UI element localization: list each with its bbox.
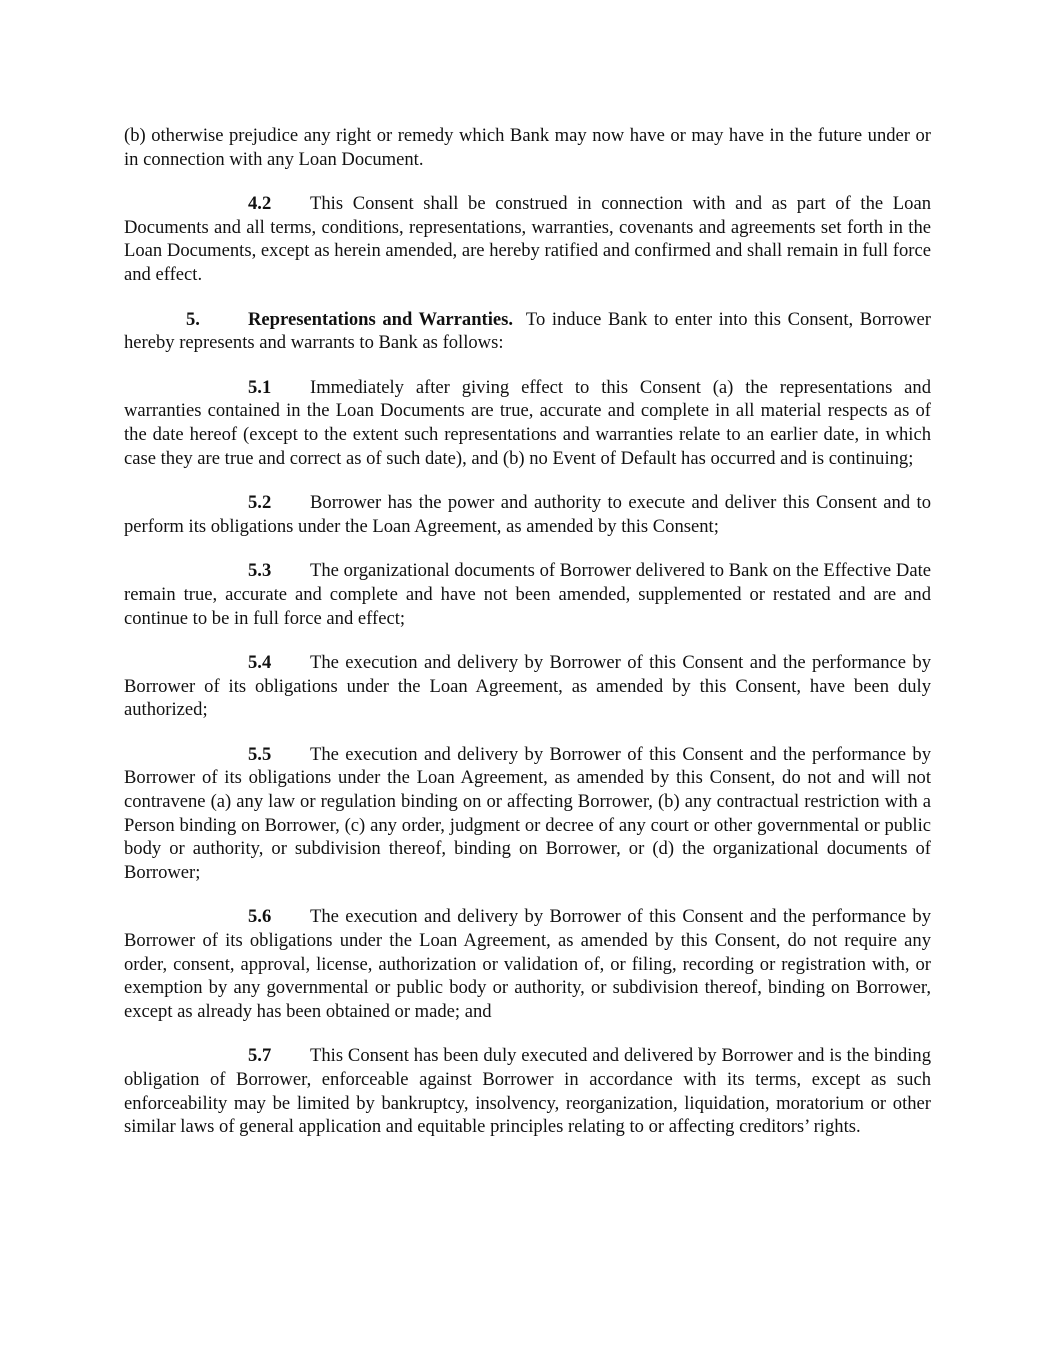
document-page bbox=[124, 124, 931, 1160]
paragraph-number: 5.6 bbox=[248, 906, 272, 928]
paragraph-text: This Consent has been duly executed and delivered by Borrower and is the binding obligation of Borrower, enforceable against Borrower in accordance with its terms, except as such enforceability may be limited by bankruptcy, insolvency, reorganization, liquidation, moratorium or other similar laws of general application and equitable principles relating to or affecting creditors’ rights. bbox=[124, 1045, 931, 1138]
paragraph-5-6 bbox=[124, 905, 931, 1023]
paragraph-number: 5.1 bbox=[248, 376, 272, 398]
intro-text: (b) otherwise prejudice any right or remedy which Bank may now have or may have in the future under or in connection with any Loan Document. bbox=[124, 125, 931, 170]
paragraph-number: 5.7 bbox=[248, 1045, 272, 1067]
paragraph-text: The organizational documents of Borrower delivered to Bank on the Effective Date remain true, accurate and complete and have not been amended, supplemented or restated and are and continue to be in full force and effect; bbox=[124, 560, 931, 629]
paragraph-number: 5.3 bbox=[248, 560, 272, 582]
section-heading: Representations and Warranties. bbox=[248, 308, 514, 330]
paragraph-5-3 bbox=[124, 559, 931, 630]
paragraph-5-7 bbox=[124, 1044, 931, 1138]
paragraph-number: 5.4 bbox=[248, 652, 272, 674]
paragraph-number: 5.2 bbox=[248, 492, 272, 514]
paragraph-text: The execution and delivery by Borrower of this Consent and the performance by Borrower of its obligations under the Loan Agreement, as amended by this Consent, do not require any order, consent, approval, license, authorization or validation of, or filing, recording or registration with, or exemption by any governmental or public body or authority, or subdivision thereof, binding on Borrower, except as already has been obtained or made; and bbox=[124, 906, 931, 1022]
paragraph-5-4 bbox=[124, 651, 931, 722]
paragraph-5-5 bbox=[124, 743, 931, 885]
paragraph-4-2 bbox=[124, 192, 931, 286]
paragraph-5-1 bbox=[124, 376, 931, 470]
paragraph-5-2 bbox=[124, 491, 931, 538]
paragraph-text: Borrower has the power and authority to execute and deliver this Consent and to perform its obligations under the Loan Agreement, as amended by this Consent; bbox=[124, 492, 931, 537]
paragraph-number: 4.2 bbox=[248, 193, 272, 215]
section-text: To induce Bank to enter into this Consent, Borrower hereby represents and warrants to Bank as follows: bbox=[124, 308, 932, 354]
section-5 bbox=[124, 308, 931, 355]
section-number: 5. bbox=[186, 308, 200, 330]
paragraph-text: The execution and delivery by Borrower of this Consent and the performance by Borrower of its obligations under the Loan Agreement, as amended by this Consent, do not and will not contravene (a) any law or regulation binding on or affecting Borrower, (b) any contractual restriction with a Person binding on Borrower, (c) any order, judgment or decree of any court or other governmental or public body or authority, or subdivision thereof, binding on Borrower, or (d) the organizational documents of Borrower; bbox=[124, 743, 931, 883]
paragraph-number: 5.5 bbox=[248, 743, 272, 765]
intro-paragraph bbox=[124, 124, 931, 171]
paragraph-text: The execution and delivery by Borrower of this Consent and the performance by Borrower of its obligations under the Loan Agreement, as amended by this Consent, have been duly authorized; bbox=[124, 652, 931, 721]
paragraph-text: Immediately after giving effect to this Consent (a) the representations and warranties contained in the Loan Documents are true, accurate and complete in all material respects as of the date hereof (except to the extent such representations and warranties relate to an earlier date, in which case they are true and correct as of such date), and (b) no Event of Default has occurred and is continuing; bbox=[124, 376, 931, 469]
paragraph-text: This Consent shall be construed in connection with and as part of the Loan Documents and all terms, conditions, representations, warranties, covenants and agreements set forth in the Loan Documents, except as herein amended, are hereby ratified and confirmed and shall remain in full force and effect. bbox=[124, 193, 931, 285]
